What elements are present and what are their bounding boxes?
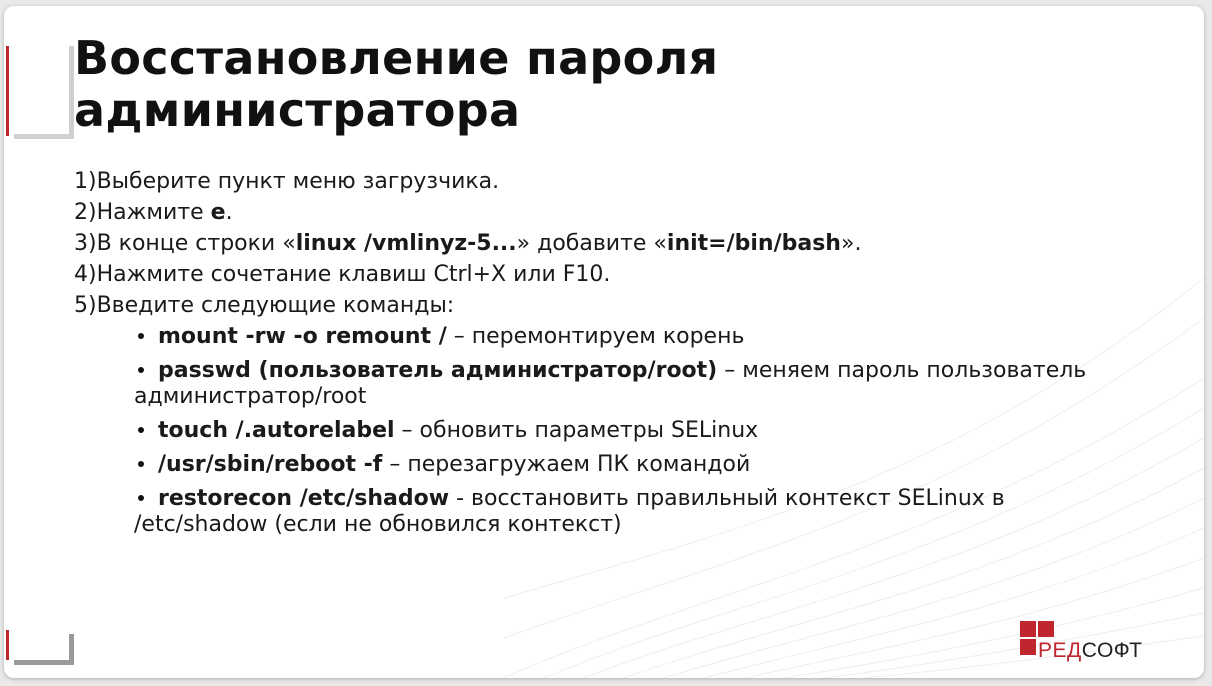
commands-list — [134, 324, 1134, 546]
command-description: - восстановить правильный контекст SELinux в /etc/shadow (если не обновился контекст) — [134, 486, 1005, 537]
logo-text: РЕДСОФТ — [1038, 639, 1143, 662]
corner-accent-red-bottom — [6, 630, 9, 660]
bullet-dot-icon — [138, 427, 144, 433]
command-description: – перезагружаем ПК командой — [382, 452, 751, 477]
presentation-slide — [4, 6, 1204, 678]
command-item — [134, 486, 1134, 538]
corner-bracket-top — [14, 46, 74, 139]
slide-title-line-2: администратора — [74, 83, 521, 137]
command-text: restorecon /etc/shadow — [158, 486, 450, 511]
command-item — [134, 418, 1134, 444]
command-description: – перемонтируем корень — [446, 324, 745, 349]
command-text: passwd (пользователь администратор/root) — [158, 358, 718, 383]
bullet-dot-icon — [138, 333, 144, 339]
bullet-dot-icon — [138, 461, 144, 467]
bullet-dot-icon — [138, 495, 144, 501]
corner-bracket-bottom — [14, 634, 74, 665]
init-param-text: init=/bin/bash — [666, 231, 841, 256]
corner-accent-red-top — [6, 46, 9, 136]
command-text: touch /.autorelabel — [158, 418, 395, 443]
slide-title-line-1: Восстановление пароля — [74, 31, 719, 85]
step-2: 2)Нажмите e. — [74, 200, 233, 225]
step-3: 3)В конце строки «linux /vmlinyz-5...» добавите «init=/bin/bash». — [74, 231, 862, 256]
command-item — [134, 324, 1134, 350]
command-description: – обновить параметры SELinux — [394, 418, 759, 443]
steps-list — [74, 166, 1174, 321]
command-text: mount -rw -o remount / — [158, 324, 447, 349]
slide-title — [74, 32, 974, 136]
redsoft-logo — [1020, 621, 1160, 665]
command-text: /usr/sbin/reboot -f — [158, 452, 383, 477]
bullet-dot-icon — [138, 367, 144, 373]
step-4: 4)Нажмите сочетание клавиш Ctrl+X или F10. — [74, 262, 611, 287]
step-1: 1)Выберите пункт меню загрузчика. — [74, 169, 500, 194]
command-description: – меняем пароль пользователь администратор/root — [134, 358, 1087, 409]
command-item — [134, 358, 1134, 410]
key-e: e — [210, 200, 226, 225]
kernel-line-text: linux /vmlinyz-5... — [295, 231, 517, 256]
command-item — [134, 452, 1134, 478]
step-5: 5)Введите следующие команды: — [74, 293, 455, 318]
